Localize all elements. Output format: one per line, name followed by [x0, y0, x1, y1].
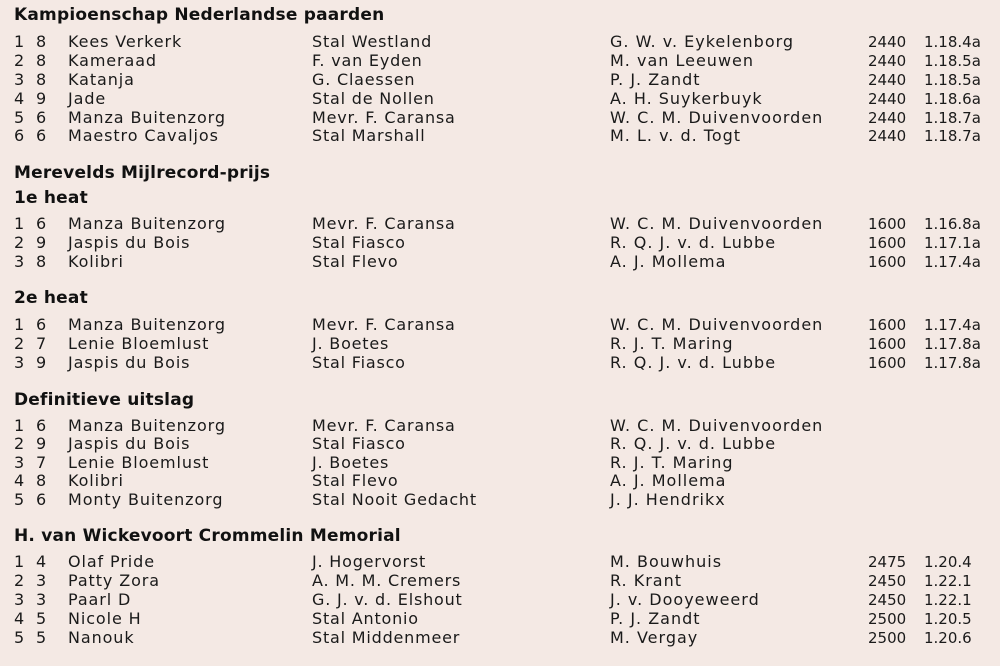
driver: P. J. Zandt — [610, 70, 701, 89]
driver: A. J. Mollema — [610, 471, 727, 490]
start-number: 6 — [36, 416, 47, 435]
driver: A. J. Mollema — [610, 252, 727, 271]
owner: Mevr. F. Caransa — [312, 108, 456, 127]
owner: Stal Westland — [312, 32, 433, 51]
position: 3 — [14, 590, 25, 609]
section-title-heat-2: 2e heat — [14, 288, 88, 308]
distance: 2475 — [868, 553, 907, 571]
section-title-kampioenschap: Kampioenschap Nederlandse paarden — [14, 5, 385, 25]
section-title-heat-1: 1e heat — [14, 188, 88, 208]
owner: Mevr. F. Caransa — [312, 315, 456, 334]
result-row — [0, 32, 1000, 52]
driver: J. v. Dooyeweerd — [610, 590, 760, 609]
result-row — [0, 453, 1000, 473]
position: 6 — [14, 126, 25, 145]
owner: Stal de Nollen — [312, 89, 435, 108]
position: 3 — [14, 353, 25, 372]
position: 1 — [14, 32, 25, 51]
owner: G. J. v. d. Elshout — [312, 590, 463, 609]
result-row — [0, 552, 1000, 572]
driver: R. Q. J. v. d. Lubbe — [610, 353, 777, 372]
position: 2 — [14, 233, 25, 252]
time: 1.17.4a — [924, 316, 981, 334]
driver: R. J. T. Maring — [610, 453, 734, 472]
position: 4 — [14, 89, 25, 108]
start-number: 6 — [36, 490, 47, 509]
start-number: 7 — [36, 453, 47, 472]
driver: R. Q. J. v. d. Lubbe — [610, 434, 777, 453]
start-number: 8 — [36, 70, 47, 89]
position: 4 — [14, 471, 25, 490]
driver: M. Bouwhuis — [610, 552, 723, 571]
time: 1.18.7a — [924, 109, 981, 127]
owner: J. Hogervorst — [312, 552, 427, 571]
horse-name: Katanja — [68, 70, 135, 89]
result-row — [0, 51, 1000, 71]
result-row — [0, 108, 1000, 128]
result-row — [0, 416, 1000, 436]
start-number: 6 — [36, 126, 47, 145]
horse-name: Manza Buitenzorg — [68, 315, 226, 334]
time: 1.18.5a — [924, 71, 981, 89]
start-number: 3 — [36, 571, 47, 590]
horse-name: Jaspis du Bois — [68, 233, 191, 252]
distance: 2450 — [868, 591, 907, 609]
distance: 2440 — [868, 52, 907, 70]
time: 1.20.6 — [924, 629, 972, 647]
horse-name: Jaspis du Bois — [68, 434, 191, 453]
result-row — [0, 353, 1000, 373]
horse-name: Kameraad — [68, 51, 157, 70]
horse-name: Olaf Pride — [68, 552, 155, 571]
section-title-definitieve-uitslag: Definitieve uitslag — [14, 390, 195, 410]
driver: P. J. Zandt — [610, 609, 701, 628]
horse-name: Nanouk — [68, 628, 135, 647]
horse-name: Monty Buitenzorg — [68, 490, 224, 509]
owner: J. Boetes — [312, 453, 390, 472]
section-title-mijlrecord: Merevelds Mijlrecord-prijs — [14, 163, 271, 183]
owner: Stal Marshall — [312, 126, 426, 145]
distance: 2440 — [868, 90, 907, 108]
result-row — [0, 490, 1000, 510]
start-number: 9 — [36, 434, 47, 453]
distance: 2440 — [868, 33, 907, 51]
time: 1.20.4 — [924, 553, 972, 571]
time: 1.18.7a — [924, 127, 981, 145]
section-title-crommelin-memorial: H. van Wickevoort Crommelin Memorial — [14, 526, 401, 546]
time: 1.22.1 — [924, 572, 972, 590]
result-row — [0, 334, 1000, 354]
owner: F. van Eyden — [312, 51, 423, 70]
start-number: 6 — [36, 108, 47, 127]
time: 1.17.8a — [924, 354, 981, 372]
driver: W. C. M. Duivenvoorden — [610, 416, 824, 435]
distance: 1600 — [868, 316, 907, 334]
start-number: 4 — [36, 552, 47, 571]
time: 1.17.1a — [924, 234, 981, 252]
horse-name: Paarl D — [68, 590, 132, 609]
result-row — [0, 70, 1000, 90]
position: 2 — [14, 334, 25, 353]
result-row — [0, 434, 1000, 454]
start-number: 6 — [36, 214, 47, 233]
start-number: 5 — [36, 609, 47, 628]
distance: 1600 — [868, 215, 907, 233]
distance: 1600 — [868, 354, 907, 372]
driver: M. van Leeuwen — [610, 51, 755, 70]
start-number: 9 — [36, 89, 47, 108]
start-number: 9 — [36, 353, 47, 372]
distance: 2500 — [868, 629, 907, 647]
result-row — [0, 233, 1000, 253]
horse-name: Lenie Bloemlust — [68, 453, 210, 472]
start-number: 8 — [36, 32, 47, 51]
start-number: 5 — [36, 628, 47, 647]
start-number: 6 — [36, 315, 47, 334]
owner: J. Boetes — [312, 334, 390, 353]
position: 1 — [14, 416, 25, 435]
driver: W. C. M. Duivenvoorden — [610, 315, 824, 334]
result-row — [0, 315, 1000, 335]
horse-name: Maestro Cavaljos — [68, 126, 219, 145]
driver: W. C. M. Duivenvoorden — [610, 108, 824, 127]
owner: Stal Fiasco — [312, 233, 406, 252]
horse-name: Nicole H — [68, 609, 142, 628]
position: 3 — [14, 453, 25, 472]
horse-name: Jaspis du Bois — [68, 353, 191, 372]
owner: Stal Antonio — [312, 609, 419, 628]
driver: W. C. M. Duivenvoorden — [610, 214, 824, 233]
driver: R. Q. J. v. d. Lubbe — [610, 233, 777, 252]
start-number: 8 — [36, 471, 47, 490]
start-number: 3 — [36, 590, 47, 609]
position: 3 — [14, 252, 25, 271]
distance: 2450 — [868, 572, 907, 590]
distance: 2440 — [868, 127, 907, 145]
position: 3 — [14, 70, 25, 89]
driver: R. Krant — [610, 571, 683, 590]
time: 1.20.5 — [924, 610, 972, 628]
owner: Mevr. F. Caransa — [312, 214, 456, 233]
result-row — [0, 628, 1000, 648]
horse-name: Kolibri — [68, 252, 124, 271]
owner: Stal Nooit Gedacht — [312, 490, 477, 509]
driver: G. W. v. Eykelenborg — [610, 32, 795, 51]
result-row — [0, 590, 1000, 610]
time: 1.22.1 — [924, 591, 972, 609]
position: 5 — [14, 628, 25, 647]
distance: 1600 — [868, 335, 907, 353]
owner: G. Claessen — [312, 70, 416, 89]
driver: J. J. Hendrikx — [610, 490, 726, 509]
result-row — [0, 571, 1000, 591]
start-number: 9 — [36, 233, 47, 252]
start-number: 8 — [36, 252, 47, 271]
horse-name: Patty Zora — [68, 571, 160, 590]
distance: 2440 — [868, 71, 907, 89]
time: 1.18.6a — [924, 90, 981, 108]
owner: Stal Flevo — [312, 252, 399, 271]
result-row — [0, 609, 1000, 629]
result-row — [0, 89, 1000, 109]
position: 4 — [14, 609, 25, 628]
time: 1.16.8a — [924, 215, 981, 233]
driver: R. J. T. Maring — [610, 334, 734, 353]
horse-name: Kolibri — [68, 471, 124, 490]
position: 2 — [14, 571, 25, 590]
start-number: 8 — [36, 51, 47, 70]
position: 1 — [14, 214, 25, 233]
result-row — [0, 214, 1000, 234]
start-number: 7 — [36, 334, 47, 353]
distance: 1600 — [868, 234, 907, 252]
time: 1.17.8a — [924, 335, 981, 353]
position: 2 — [14, 434, 25, 453]
distance: 2440 — [868, 109, 907, 127]
owner: Stal Flevo — [312, 471, 399, 490]
position: 2 — [14, 51, 25, 70]
position: 1 — [14, 315, 25, 334]
horse-name: Jade — [68, 89, 107, 108]
driver: M. Vergay — [610, 628, 699, 647]
distance: 2500 — [868, 610, 907, 628]
distance: 1600 — [868, 253, 907, 271]
time: 1.18.4a — [924, 33, 981, 51]
position: 1 — [14, 552, 25, 571]
horse-name: Manza Buitenzorg — [68, 214, 226, 233]
result-row — [0, 252, 1000, 272]
owner: Stal Fiasco — [312, 434, 406, 453]
owner: Stal Middenmeer — [312, 628, 461, 647]
result-row — [0, 471, 1000, 491]
time: 1.17.4a — [924, 253, 981, 271]
position: 5 — [14, 108, 25, 127]
owner: A. M. M. Cremers — [312, 571, 462, 590]
horse-name: Kees Verkerk — [68, 32, 183, 51]
horse-name: Manza Buitenzorg — [68, 416, 226, 435]
owner: Stal Fiasco — [312, 353, 406, 372]
owner: Mevr. F. Caransa — [312, 416, 456, 435]
driver: M. L. v. d. Togt — [610, 126, 742, 145]
driver: A. H. Suykerbuyk — [610, 89, 763, 108]
horse-name: Manza Buitenzorg — [68, 108, 226, 127]
horse-name: Lenie Bloemlust — [68, 334, 210, 353]
position: 5 — [14, 490, 25, 509]
result-row — [0, 126, 1000, 146]
time: 1.18.5a — [924, 52, 981, 70]
